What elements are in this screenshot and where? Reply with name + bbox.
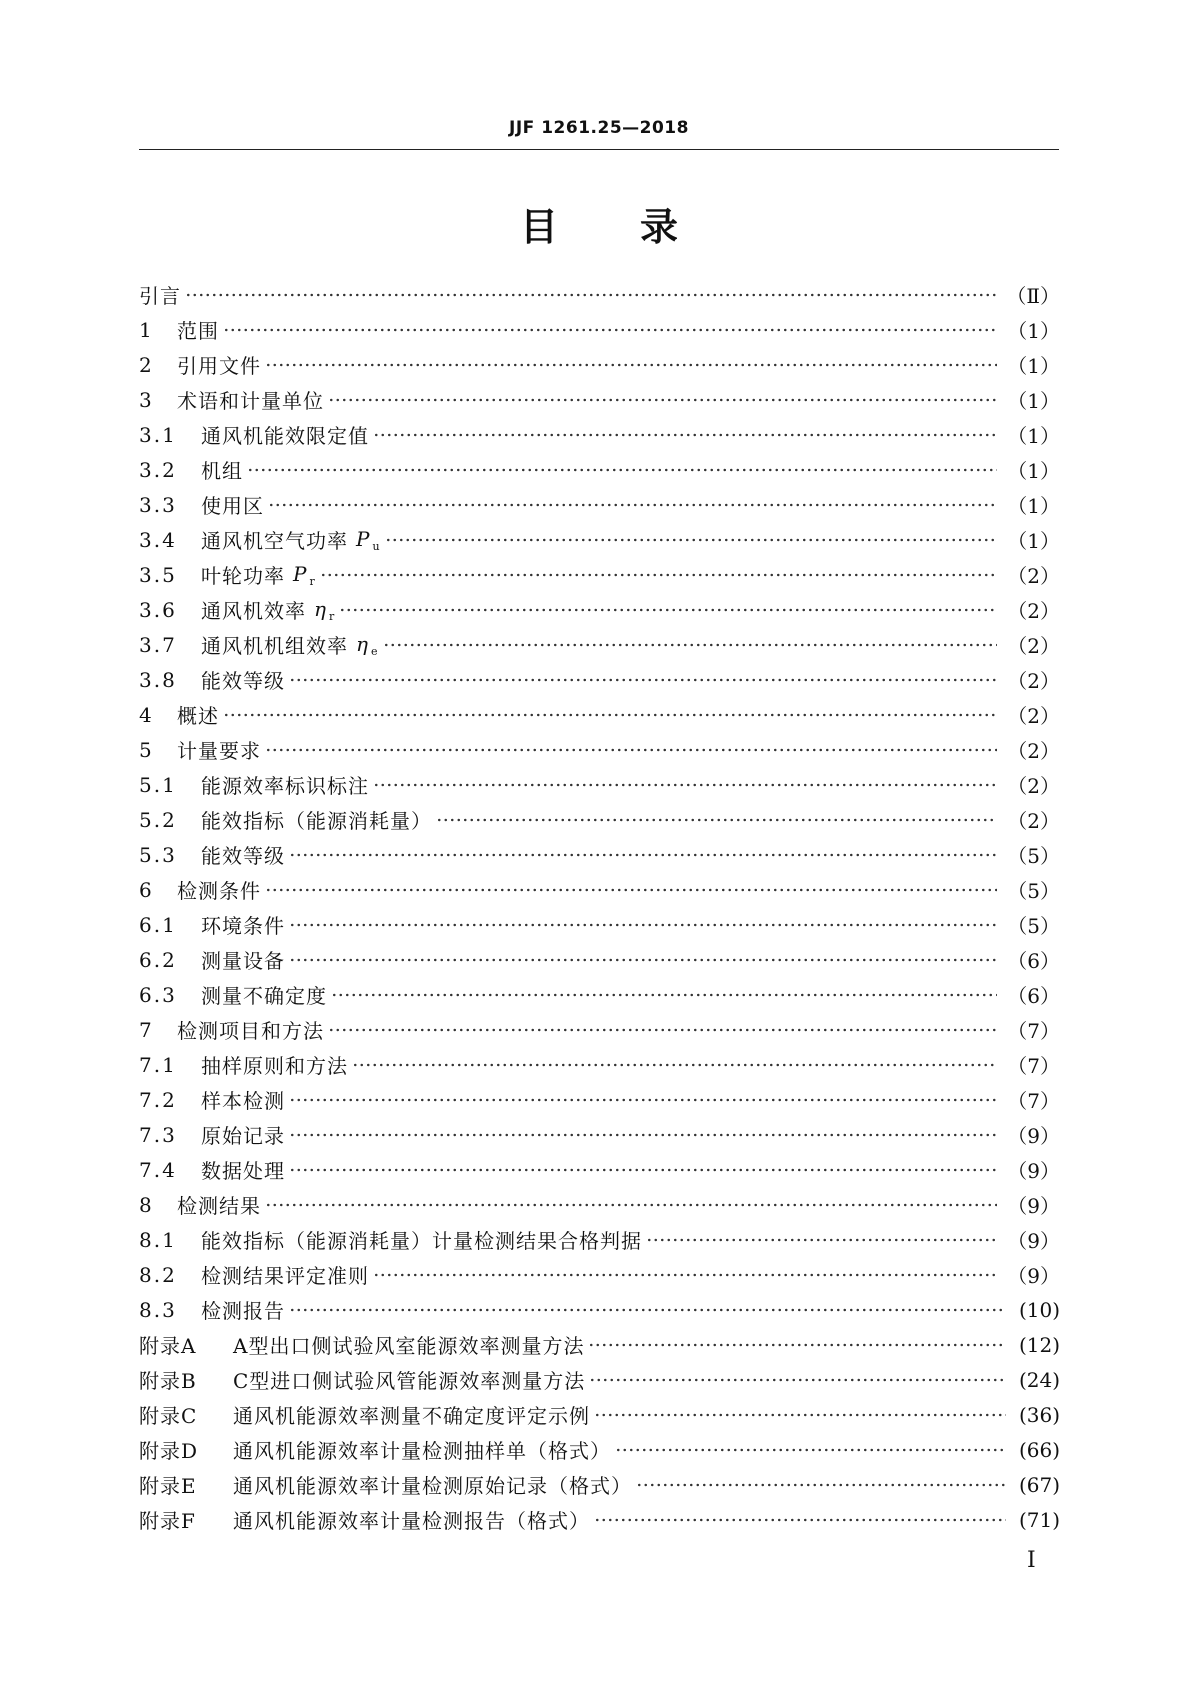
toc-entry-page: （9） (1007, 1264, 1060, 1288)
toc-entry-title: 能效指标（能源消耗量） (201, 809, 432, 833)
dot-leader (265, 888, 997, 892)
dot-leader (289, 1133, 997, 1137)
toc-entry-page: （2） (1007, 599, 1060, 623)
toc-entry-page: （5） (1007, 879, 1060, 903)
toc-entry-number: 8.2 (139, 1262, 177, 1287)
toc-entry-number: 附录C (139, 1404, 198, 1428)
toc-entry-number: 6.2 (139, 947, 177, 972)
dot-leader (328, 398, 997, 402)
toc-entry-symbol (356, 632, 379, 658)
toc-entry-number: 8 (139, 1192, 154, 1217)
toc-entry-number: 3.5 (139, 562, 177, 587)
toc-entry-page: （9） (1007, 1124, 1060, 1148)
dot-leader (289, 1168, 997, 1172)
toc-entry-page: (71) (1018, 1507, 1060, 1532)
toc-entry-page: （1） (1007, 424, 1060, 448)
dot-leader (320, 573, 998, 577)
toc-entry-page: （9） (1007, 1229, 1060, 1253)
toc-entry[interactable] (139, 347, 1060, 382)
toc-entry[interactable] (139, 732, 1060, 767)
toc-entry-page: （1） (1007, 529, 1060, 553)
toc-entry-number: 7.1 (139, 1052, 177, 1077)
symbol-subscript: r (309, 574, 316, 588)
toc-entry[interactable] (139, 1432, 1060, 1467)
toc-entry-number: 6.3 (139, 982, 177, 1007)
dot-leader (265, 363, 997, 367)
toc-entry-title: 概述 (177, 704, 219, 728)
toc-entry-title: 环境条件 (201, 914, 285, 938)
dot-leader (589, 1378, 1006, 1382)
toc-entry-title: 通风机效率 (201, 599, 306, 623)
toc-entry[interactable] (139, 1327, 1060, 1362)
symbol-subscript: e (370, 644, 379, 658)
dot-leader (289, 958, 997, 962)
toc-entry[interactable] (139, 1047, 1060, 1082)
toc-entry-page: （9） (1007, 1194, 1060, 1218)
toc-entry-number: 7.3 (139, 1122, 177, 1147)
dot-leader (383, 643, 998, 647)
toc-entry[interactable] (139, 1082, 1060, 1117)
toc-entry-page: （5） (1007, 914, 1060, 938)
toc-entry-title: 通风机能源效率计量检测报告（格式） (233, 1509, 590, 1533)
toc-entry[interactable] (139, 452, 1060, 487)
toc-entry-page: (24) (1018, 1367, 1060, 1392)
toc-entry-page: （7） (1007, 1019, 1060, 1043)
toc-entry[interactable] (139, 837, 1060, 872)
toc-entry[interactable] (139, 1222, 1060, 1257)
toc-entry[interactable] (139, 942, 1060, 977)
toc-entry-title: 通风机能效限定值 (201, 424, 369, 448)
symbol-letter: P (356, 526, 371, 551)
toc-entry-number: 3.6 (139, 597, 177, 622)
symbol-subscript: r (328, 609, 336, 623)
toc-entry-symbol (356, 527, 381, 553)
dot-leader (268, 503, 997, 507)
toc-entry[interactable] (139, 417, 1060, 452)
toc-entry[interactable] (139, 1502, 1060, 1537)
page-number: Ⅰ (1027, 1548, 1036, 1573)
toc-entry-page: （6） (1007, 984, 1060, 1008)
toc-entry-page: (12) (1018, 1332, 1060, 1357)
toc-entry[interactable] (139, 312, 1060, 347)
page-title (139, 196, 1059, 251)
toc-entry-number: 附录E (139, 1474, 197, 1498)
toc-entry-page: （2） (1007, 774, 1060, 798)
toc-entry-number: 3 (139, 387, 154, 412)
toc-entry[interactable] (139, 1362, 1060, 1397)
toc-entry-number: 3.1 (139, 422, 177, 447)
toc-entry[interactable] (139, 1292, 1060, 1327)
toc-entry-title: 测量设备 (201, 949, 285, 973)
dot-leader (185, 293, 996, 297)
toc-entry-title: 数据处理 (201, 1159, 285, 1183)
toc-entry[interactable] (139, 1187, 1060, 1222)
toc-entry[interactable] (139, 487, 1060, 522)
toc-entry[interactable] (139, 1397, 1060, 1432)
toc-entry-number: 4 (139, 702, 154, 727)
dot-leader (646, 1238, 997, 1242)
toc-entry[interactable] (139, 1152, 1060, 1187)
dot-leader (265, 1203, 997, 1207)
toc-entry[interactable] (139, 592, 1060, 627)
toc-entry[interactable] (139, 277, 1060, 312)
toc-entry[interactable] (139, 522, 1060, 557)
toc-entry-page: (10) (1018, 1297, 1060, 1322)
toc-entry-title: 使用区 (201, 494, 264, 518)
toc-entry-title: 能源效率标识标注 (201, 774, 369, 798)
toc-entry-number: 3.4 (139, 527, 177, 552)
toc-entry-title: 通风机能源效率计量检测原始记录（格式） (233, 1474, 632, 1498)
dot-leader (385, 538, 998, 542)
toc-entry-page: （2） (1007, 704, 1060, 728)
toc-entry-number: 3.2 (139, 457, 177, 482)
toc-entry-number: 6 (139, 877, 154, 902)
toc-entry-title: 检测项目和方法 (177, 1019, 324, 1043)
toc-entry-number: 5.3 (139, 842, 177, 867)
dot-leader (352, 1063, 997, 1067)
dot-leader (373, 783, 997, 787)
toc-entry[interactable] (139, 1012, 1060, 1047)
toc-entry-title: 能效等级 (201, 669, 285, 693)
toc-entry-title: 测量不确定度 (201, 984, 327, 1008)
toc-entry-page: （7） (1007, 1054, 1060, 1078)
toc-entry-title: 抽样原则和方法 (201, 1054, 348, 1078)
toc-entry-number: 6.1 (139, 912, 177, 937)
toc-entry-page: （1） (1007, 319, 1060, 343)
toc-entry-title: 通风机空气功率 (201, 529, 348, 553)
dot-leader (289, 678, 997, 682)
toc-entry-number: 附录A (139, 1334, 197, 1358)
dot-leader (588, 1343, 1006, 1347)
toc-entry[interactable] (139, 662, 1060, 697)
symbol-subscript: u (372, 539, 381, 553)
toc-entry-title: 检测结果 (177, 1194, 261, 1218)
toc-entry-title: 引用文件 (177, 354, 261, 378)
toc-entry-page: （5） (1007, 844, 1060, 868)
symbol-letter: η (356, 631, 369, 656)
table-of-contents (139, 277, 1060, 1537)
toc-entry-page: （2） (1007, 564, 1060, 588)
symbol-letter: P (293, 561, 308, 586)
toc-entry-page: (66) (1018, 1437, 1060, 1462)
toc-entry-page: （7） (1007, 1089, 1060, 1113)
toc-entry-page: (36) (1018, 1402, 1060, 1427)
toc-entry-title: 叶轮功率 (201, 564, 285, 588)
toc-entry-page: （9） (1007, 1159, 1060, 1183)
toc-entry-title: 计量要求 (177, 739, 261, 763)
toc-entry[interactable] (139, 697, 1060, 732)
dot-leader (247, 468, 997, 472)
toc-entry-page: （Ⅱ） (1006, 284, 1060, 308)
dot-leader (594, 1518, 1006, 1522)
toc-entry-title: 通风机能源效率测量不确定度评定示例 (233, 1404, 590, 1428)
toc-entry-title: 通风机机组效率 (201, 634, 348, 658)
toc-entry-title: 术语和计量单位 (177, 389, 324, 413)
title-char-2: 录 (640, 205, 679, 249)
toc-entry-number: 1 (139, 317, 154, 342)
toc-entry-symbol (293, 562, 316, 588)
toc-entry[interactable] (139, 1257, 1060, 1292)
dot-leader (594, 1413, 1006, 1417)
toc-entry-number: 2 (139, 352, 154, 377)
toc-entry[interactable] (139, 907, 1060, 942)
dot-leader (223, 713, 997, 717)
toc-entry-page: （6） (1007, 949, 1060, 973)
toc-entry[interactable] (139, 1117, 1060, 1152)
toc-entry-number: 8.1 (139, 1227, 177, 1252)
dot-leader (436, 818, 997, 822)
header-divider (139, 149, 1059, 150)
dot-leader (289, 1308, 1006, 1312)
document-number: JJF 1261.25—2018 (509, 118, 689, 138)
toc-entry[interactable] (139, 872, 1060, 907)
dot-leader (223, 328, 997, 332)
toc-entry[interactable] (139, 802, 1060, 837)
toc-entry[interactable] (139, 627, 1060, 662)
dot-leader (289, 853, 997, 857)
toc-entry-title: 检测报告 (201, 1299, 285, 1323)
toc-entry[interactable] (139, 1467, 1060, 1502)
toc-entry-title: 检测条件 (177, 879, 261, 903)
toc-entry-symbol (314, 597, 335, 623)
toc-entry-number: 7.2 (139, 1087, 177, 1112)
symbol-letter: η (314, 596, 327, 621)
title-char-1: 目 (519, 205, 558, 249)
dot-leader (331, 993, 997, 997)
toc-entry[interactable] (139, 977, 1060, 1012)
toc-entry-title: 能效等级 (201, 844, 285, 868)
dot-leader (373, 1273, 997, 1277)
toc-entry-page: （2） (1007, 809, 1060, 833)
toc-entry-number: 7 (139, 1017, 154, 1042)
toc-entry-page: （2） (1007, 634, 1060, 658)
toc-entry[interactable] (139, 557, 1060, 592)
toc-entry-number: 附录D (139, 1439, 199, 1463)
dot-leader (289, 923, 997, 927)
toc-entry-page: （1） (1007, 459, 1060, 483)
toc-entry[interactable] (139, 767, 1060, 802)
toc-entry-title: 能效指标（能源消耗量）计量检测结果合格判据 (201, 1229, 642, 1253)
toc-entry-page: （2） (1007, 739, 1060, 763)
toc-entry-number: 附录B (139, 1369, 197, 1393)
toc-entry-number: 7.4 (139, 1157, 177, 1182)
toc-entry-title: 范围 (177, 319, 219, 343)
toc-entry-title: 通风机能源效率计量检测抽样单（格式） (233, 1439, 611, 1463)
toc-entry-title: 检测结果评定准则 (201, 1264, 369, 1288)
dot-leader (265, 748, 997, 752)
toc-entry-number: 附录F (139, 1509, 196, 1533)
toc-entry-title: 样本检测 (201, 1089, 285, 1113)
toc-entry-number: 5.1 (139, 772, 177, 797)
dot-leader (373, 433, 997, 437)
toc-entry-page: (67) (1018, 1472, 1060, 1497)
toc-entry-page: （1） (1007, 494, 1060, 518)
dot-leader (339, 608, 997, 612)
toc-entry-page: （1） (1007, 389, 1060, 413)
toc-entry-title: 引言 (139, 284, 181, 308)
dot-leader (289, 1098, 997, 1102)
toc-entry-title: 原始记录 (201, 1124, 285, 1148)
toc-entry-number: 3.7 (139, 632, 177, 657)
dot-leader (328, 1028, 997, 1032)
toc-entry-number: 3.3 (139, 492, 177, 517)
dot-leader (636, 1483, 1006, 1487)
toc-entry-page: （1） (1007, 354, 1060, 378)
toc-entry-page: （2） (1007, 669, 1060, 693)
toc-entry-title: A型出口侧试验风室能源效率测量方法 (233, 1334, 585, 1358)
toc-entry[interactable] (139, 382, 1060, 417)
toc-entry-number: 3.8 (139, 667, 177, 692)
toc-entry-title: 机组 (201, 459, 243, 483)
dot-leader (615, 1448, 1006, 1452)
toc-entry-number: 5 (139, 737, 154, 762)
toc-entry-title: C型进口侧试验风管能源效率测量方法 (233, 1369, 586, 1393)
toc-entry-number: 5.2 (139, 807, 177, 832)
toc-entry-number: 8.3 (139, 1297, 177, 1322)
